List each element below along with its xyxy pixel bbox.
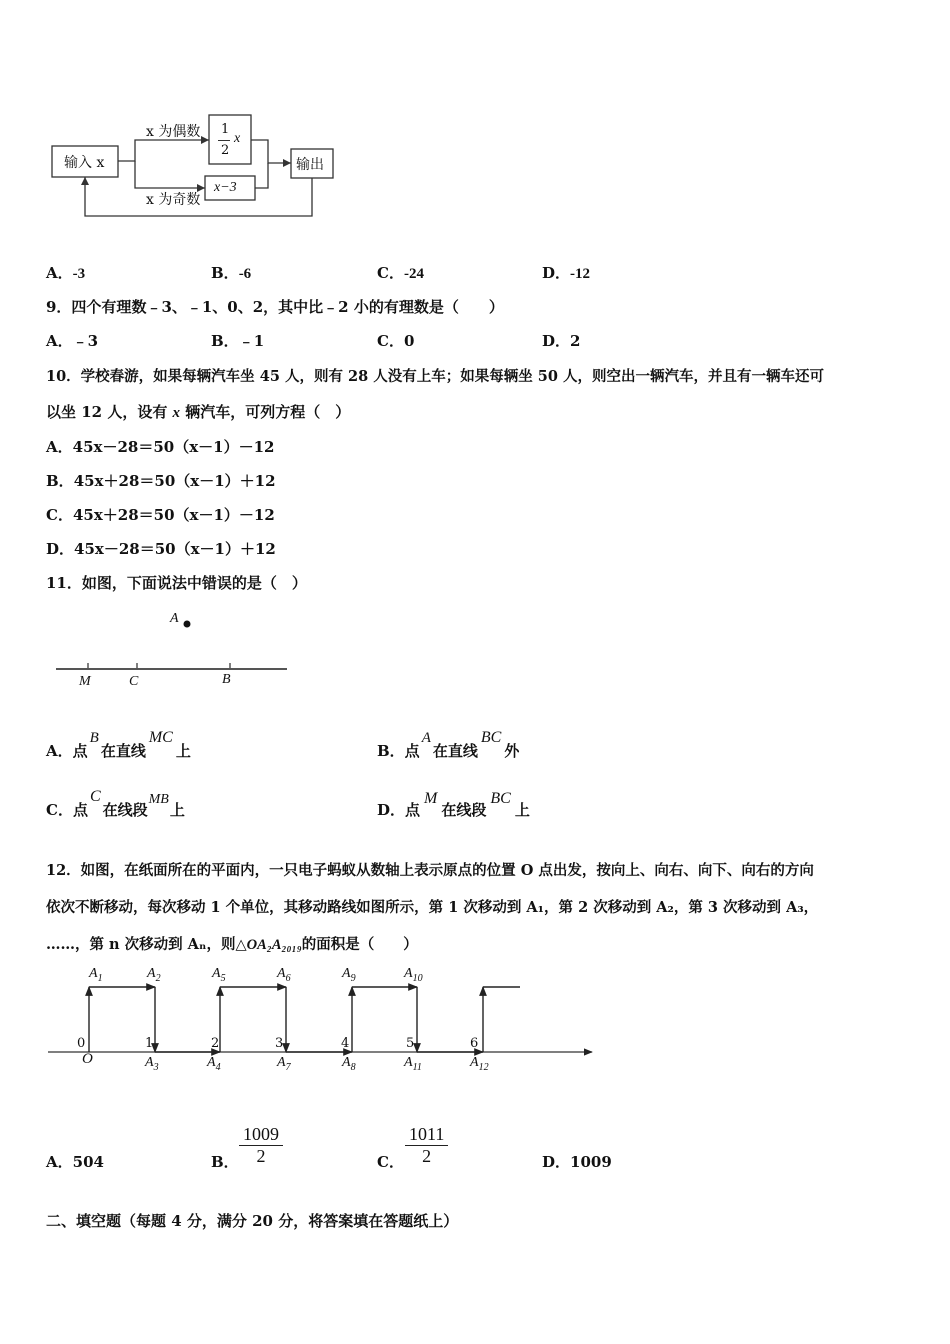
q12-top-label-1: $A_1$: [89, 966, 103, 984]
q12-num-5: 5: [406, 1036, 415, 1051]
q12-origin-label: O: [82, 1051, 93, 1067]
q8-option-a[interactable]: A．-3: [46, 264, 86, 282]
q12-num-3: 3: [275, 1036, 284, 1051]
q9-option-c[interactable]: C．0: [377, 332, 415, 350]
flow-half-num: 1: [221, 122, 230, 137]
q11-point-c-label: C: [129, 674, 139, 689]
q12-option-c-letter[interactable]: C．: [377, 1153, 404, 1171]
q12-option-b-den: 2: [256, 1146, 266, 1166]
q12-top-label-6: $A_{10}$: [404, 966, 423, 984]
q12-top-label-5: $A_9$: [342, 966, 356, 984]
q12-option-d[interactable]: D．1009: [542, 1153, 612, 1171]
q11-point-m-label: M: [79, 674, 91, 689]
q12-stem-line1: 12．如图，在纸面所在的平面内，一只电子蚂蚁从数轴上表示原点的位置 O 点出发，按向上、向右、向下、向右的方向: [46, 862, 814, 879]
q12-option-c-num: 1011: [405, 1124, 448, 1146]
flow-half-den: 2: [221, 143, 230, 158]
flow-output-label: 输出: [296, 157, 324, 173]
q9-option-a[interactable]: A．﹣3: [46, 332, 99, 350]
q10-option-a[interactable]: A．45x－28＝50（x－1）－12: [46, 438, 275, 456]
q12-top-label-3: $A_5$: [212, 966, 226, 984]
flowchart-figure: [0, 0, 950, 230]
q8-option-c[interactable]: C．-24: [377, 264, 424, 282]
q11-point-b-label: B: [222, 672, 231, 687]
q10-option-c[interactable]: C．45x＋28＝50（x－1）－12: [46, 506, 275, 524]
q11-option-a[interactable]: A．点B在直线MC上: [46, 729, 191, 760]
q12-stem-line3: ……，第 n 次移动到 Aₙ，则△OA₂A₂₀₁₉的面积是（ ）: [46, 936, 418, 953]
q12-option-b-fraction[interactable]: [239, 1124, 283, 1167]
q12-stem-line2: 依次不断移动，每次移动 1 个单位，其移动路线如图所示，第 1 次移动到 A₁，第 2 次移动到 A₂，第 3 次移动到 A₃，: [46, 899, 819, 916]
q10-option-b[interactable]: B．45x＋28＝50（x－1）＋12: [46, 472, 276, 490]
q10-stem-line2: 以坐 12 人，设有 x 辆汽车，可列方程（ ）: [46, 403, 351, 421]
q12-option-a[interactable]: A．504: [46, 1153, 104, 1171]
q12-num-2: 2: [211, 1036, 220, 1051]
q8-option-b[interactable]: B．-6: [211, 264, 252, 282]
q12-option-b-letter[interactable]: B．: [211, 1153, 239, 1171]
q11-line-figure: [0, 610, 950, 690]
q12-bottom-label-1: $A_3$: [145, 1055, 159, 1073]
flow-input-label: 输入 x: [64, 155, 105, 171]
q12-num-4: 4: [341, 1036, 350, 1051]
q12-bottom-label-5: $A_{11}$: [404, 1055, 422, 1073]
q12-bottom-label-2: $A_4$: [207, 1055, 221, 1073]
flow-minus-label: x−3: [214, 180, 237, 195]
flow-half-var: x: [234, 131, 241, 146]
q9-stem: 9．四个有理数﹣3、﹣1、0、2，其中比﹣2 小的有理数是（ ）: [46, 298, 504, 316]
q12-top-label-2: $A_2$: [147, 966, 161, 984]
q11-option-c[interactable]: C．点C在线段MB上: [46, 788, 185, 819]
flow-even-label: x 为偶数: [146, 124, 201, 140]
q12-bottom-label-3: $A_7$: [277, 1055, 291, 1073]
q12-num-0: 0: [77, 1036, 86, 1051]
q11-point-a-label: A: [170, 611, 179, 626]
q11-option-d[interactable]: D．点M在线段BC上: [377, 790, 530, 819]
q12-bottom-label-4: $A_8$: [342, 1055, 356, 1073]
q12-top-label-4: $A_6$: [277, 966, 291, 984]
q11-stem: 11．如图，下面说法中错误的是（ ）: [46, 574, 307, 592]
q12-num-6: 6: [470, 1036, 479, 1051]
q12-option-c-den: 2: [422, 1146, 432, 1166]
section2-title: 二、填空题（每题 4 分，满分 20 分，将答案填在答题纸上）: [46, 1212, 459, 1230]
q9-option-b[interactable]: B．﹣1: [211, 332, 265, 350]
q9-option-d[interactable]: D．2: [542, 332, 581, 350]
q10-option-d[interactable]: D．45x－28＝50（x－1）＋12: [46, 540, 276, 558]
q12-num-1: 1: [145, 1036, 154, 1051]
q12-option-b-num: 1009: [239, 1124, 283, 1146]
q11-option-b[interactable]: B．点A在直线BC外: [377, 729, 520, 760]
q12-bottom-label-6: $A_{12}$: [470, 1055, 489, 1073]
q10-stem-line1: 10．学校春游，如果每辆汽车坐 45 人，则有 28 人没有上车；如果每辆坐 50 人，则空出一辆汽车，并且有一辆车还可: [46, 368, 824, 385]
flow-odd-label: x 为奇数: [146, 192, 201, 208]
flow-half-bar: [218, 140, 230, 141]
q12-option-c-fraction[interactable]: [405, 1124, 448, 1167]
q8-option-d[interactable]: D．-12: [542, 264, 591, 282]
